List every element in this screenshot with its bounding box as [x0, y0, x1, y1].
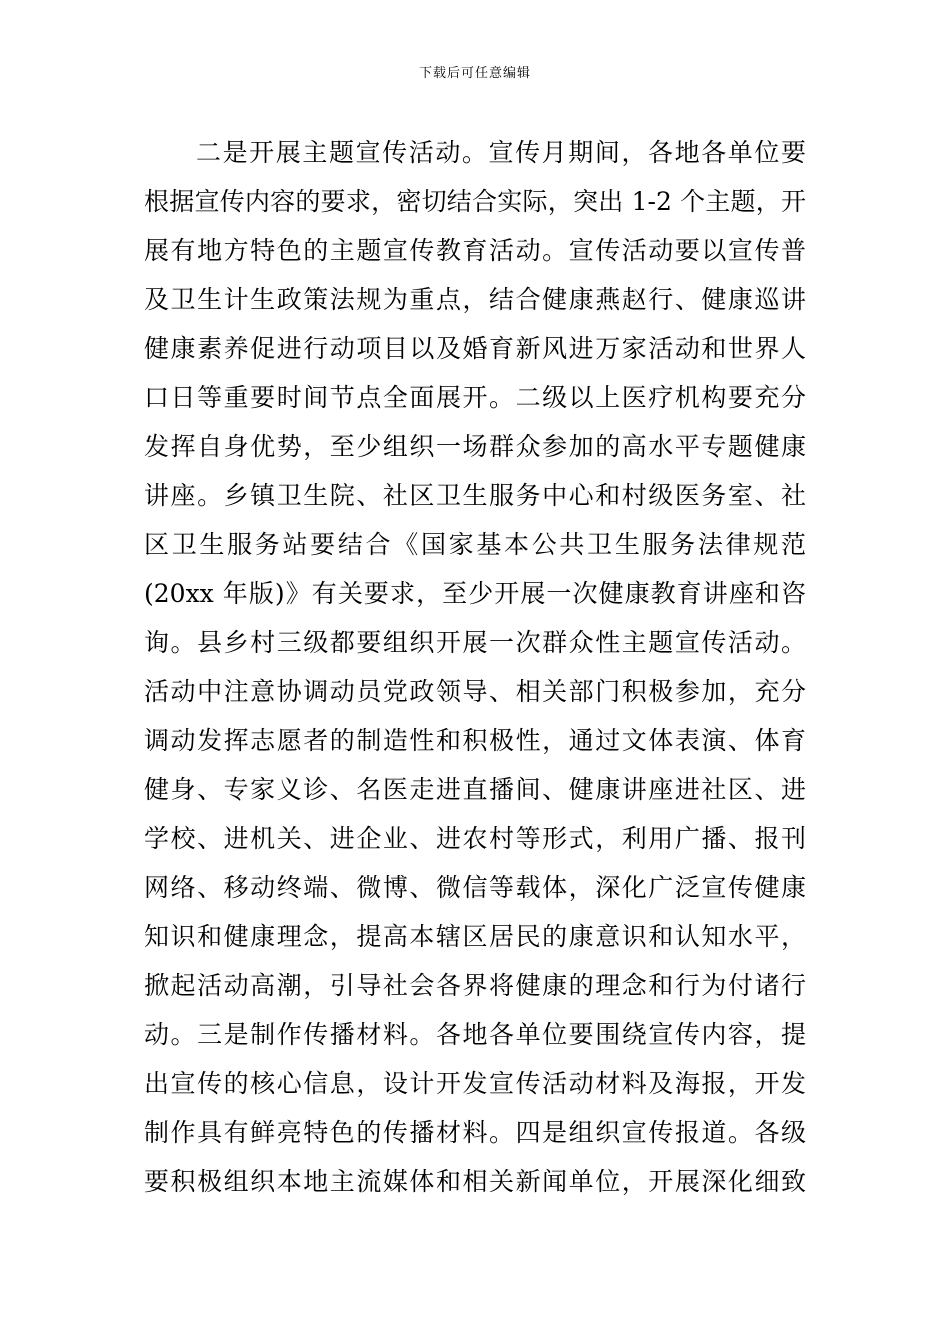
paragraph-line: 学校、进机关、进企业、进农村等形式，利用广播、报刊 [144, 824, 806, 853]
paragraph-line: 口日等重要时间节点全面展开。二级以上医疗机构要充分 [144, 383, 806, 412]
paragraph-line: 根据宣传内容的要求，密切结合实际，突出 1-2 个主题，开 [144, 187, 806, 216]
paragraph-line: 发挥自身优势，至少组织一场群众参加的高水平专题健康 [144, 432, 806, 461]
paragraph-line: 询。县乡村三级都要组织开展一次群众性主题宣传活动。 [144, 628, 806, 657]
paragraph-line: 二是开展主题宣传活动。宣传月期间，各地各单位要 [196, 138, 806, 167]
paragraph-line: 调动发挥志愿者的制造性和积极性，通过文体表演、体育 [144, 726, 806, 755]
paragraph-line: 活动中注意协调动员党政领导、相关部门积极参加，充分 [144, 677, 806, 706]
paragraph-line: 展有地方特色的主题宣传教育活动。宣传活动要以宣传普 [144, 236, 806, 265]
paragraph-line: 讲座。乡镇卫生院、社区卫生服务中心和村级医务室、社 [144, 481, 806, 510]
page-header: 下载后可任意编辑 [418, 66, 531, 81]
paragraph-line: 网络、移动终端、微博、微信等载体，深化广泛宣传健康 [144, 873, 806, 902]
paragraph-line: 健身、专家义诊、名医走进直播间、健康讲座进社区、进 [144, 775, 806, 804]
paragraph-line: 知识和健康理念，提高本辖区居民的康意识和认知水平， [144, 922, 806, 951]
paragraph-line: 制作具有鲜亮特色的传播材料。四是组织宣传报道。各级 [144, 1118, 806, 1147]
paragraph-line: 健康素养促进行动项目以及婚育新风进万家活动和世界人 [144, 334, 806, 363]
paragraph-line: 出宣传的核心信息，设计开发宣传活动材料及海报，开发 [144, 1069, 806, 1098]
paragraph-line: 动。三是制作传播材料。各地各单位要围绕宣传内容，提 [144, 1020, 806, 1049]
paragraph-line: 区卫生服务站要结合《国家基本公共卫生服务法律规范 [144, 530, 806, 559]
paragraph-line: (20xx 年版)》有关要求，至少开展一次健康教育讲座和咨 [144, 579, 806, 608]
paragraph-line: 及卫生计生政策法规为重点，结合健康燕赵行、健康巡讲 [144, 285, 806, 314]
paragraph-line: 掀起活动高潮，引导社会各界将健康的理念和行为付诸行 [144, 971, 806, 1000]
paragraph-line: 要积极组织本地主流媒体和相关新闻单位，开展深化细致 [144, 1167, 806, 1196]
